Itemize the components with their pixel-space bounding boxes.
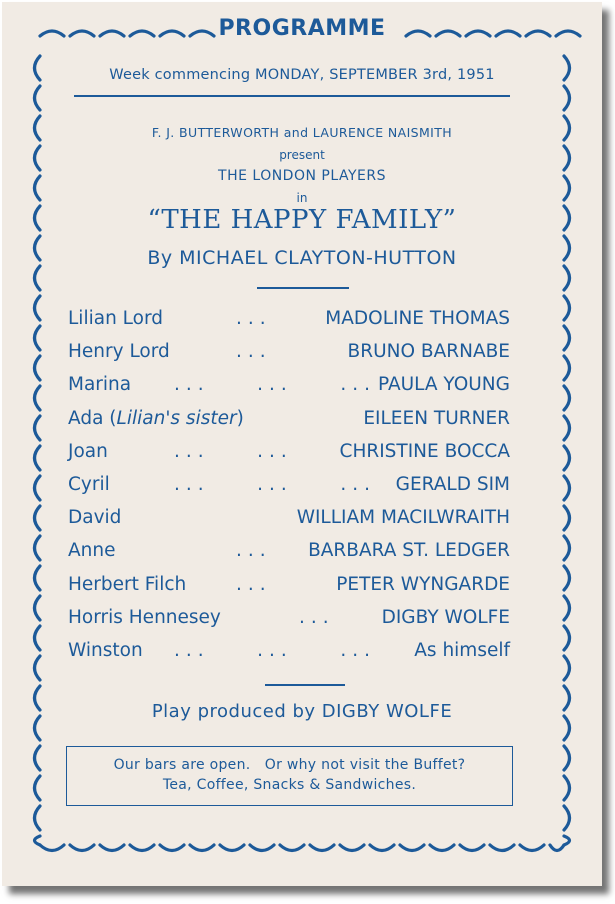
producer-credit: Play produced by DIGBY WOLFE [151, 701, 453, 722]
role-name: Anne [68, 540, 116, 562]
cast-rule [265, 684, 345, 686]
presenters: F. J. BUTTERWORTH and LAURENCE NAISMITH [151, 125, 453, 140]
role-name: Henry Lord [68, 341, 170, 363]
refreshments-notice [66, 746, 513, 806]
leader-dots: ... [299, 606, 335, 628]
cast-row [68, 540, 510, 573]
company-name: THE LONDON PLAYERS [218, 168, 386, 184]
leader-dots: ... ... [174, 440, 293, 462]
cast-list [68, 308, 510, 673]
role-name: Cyril [68, 473, 110, 495]
actor-name: EILEEN TURNER [363, 407, 510, 429]
role-name: David [68, 507, 122, 529]
actor-name: GERALD SIM [395, 473, 510, 495]
title-rule [257, 287, 349, 289]
role-note: Lilian's sister [116, 407, 237, 429]
cast-row [68, 308, 510, 341]
role-name: Ada (Lilian's sister) [68, 407, 244, 429]
role-name-text: Ada [68, 407, 104, 429]
leader-dots: ... [236, 308, 272, 329]
programme-sheet [2, 2, 602, 886]
actor-name: PETER WYNGARDE [336, 573, 510, 595]
header-rule [74, 95, 510, 97]
in-word: in [296, 191, 308, 205]
actor-name: WILLIAM MACILWRAITH [296, 507, 510, 529]
present-word: present [279, 148, 325, 162]
cast-row [68, 574, 510, 607]
cast-row [68, 507, 510, 540]
leader-dots: ... ... ... [174, 473, 376, 495]
actor-name: CHRISTINE BOCCA [339, 440, 510, 462]
cast-row [68, 441, 510, 474]
play-title: “THE HAPPY FAMILY” [147, 205, 457, 235]
leader-dots: ... [236, 540, 272, 562]
leader-dots: ... ... ... [174, 639, 376, 661]
actor-name: PAULA YOUNG [377, 374, 510, 396]
cast-row [68, 607, 510, 640]
actor-name: BARBARA ST. LEDGER [308, 540, 510, 562]
cast-row [68, 474, 510, 507]
role-name: Lilian Lord [68, 308, 163, 329]
role-name: Marina [68, 374, 132, 396]
cast-row [68, 408, 510, 441]
author-line: By MICHAEL CLAYTON-HUTTON [147, 247, 457, 269]
notice-line-2: Tea, Coffee, Snacks & Sandwiches. [162, 777, 417, 793]
cast-row [68, 341, 510, 374]
cast-row [68, 374, 510, 407]
role-name: Herbert Filch [68, 573, 187, 595]
actor-name: As himself [414, 639, 510, 661]
actor-name: BRUNO BARNABE [347, 341, 510, 363]
programme-title: PROGRAMME [218, 16, 386, 41]
leader-dots: ... [236, 341, 272, 363]
leader-dots: ... [236, 573, 272, 595]
role-name: Joan [68, 440, 108, 462]
actor-name: MADOLINE THOMAS [325, 308, 510, 329]
actor-name: DIGBY WOLFE [381, 606, 510, 628]
cast-row [68, 640, 510, 673]
leader-dots: ... ... ... [174, 374, 376, 396]
notice-line-1: Our bars are open. Or why not visit the Buffet? [113, 757, 466, 773]
week-commencing: Week commencing MONDAY, SEPTEMBER 3rd, 1951 [109, 67, 495, 83]
role-name: Winston [68, 639, 143, 661]
role-name: Horris Hennesey [68, 606, 221, 628]
